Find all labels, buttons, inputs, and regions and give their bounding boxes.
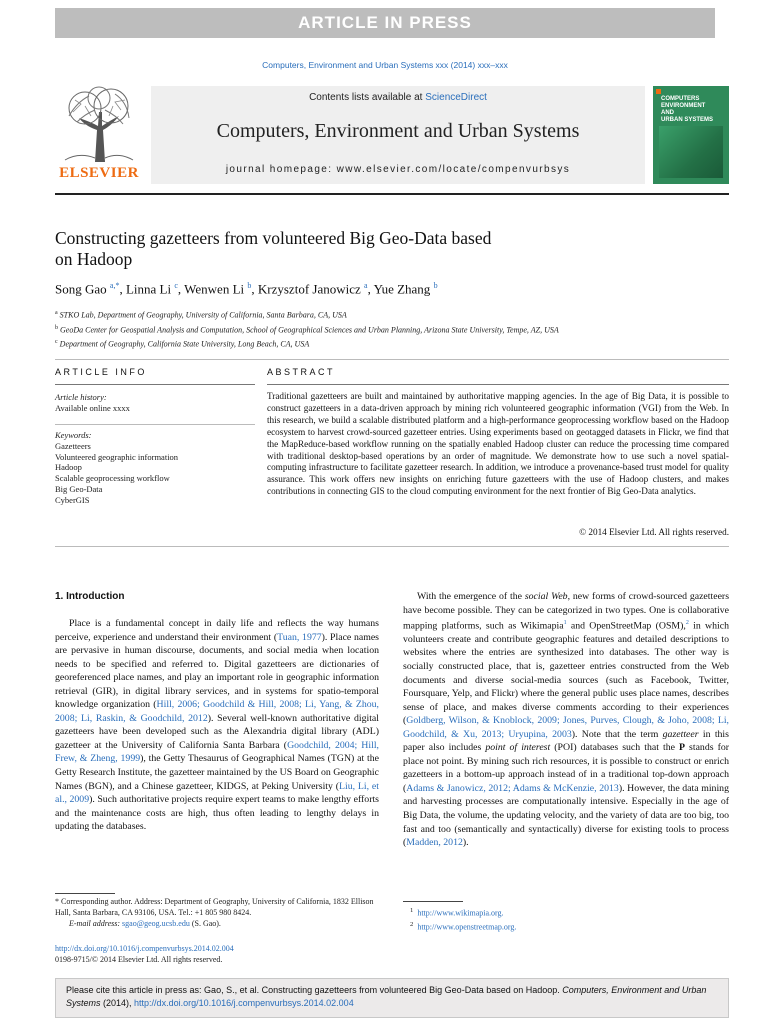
citation-journal: Computers, Environment and Urban Systems [66, 985, 707, 1008]
journal-reference[interactable]: Computers, Environment and Urban Systems xxx (2014) xxx–xxx [262, 60, 508, 70]
bold-text: P [679, 742, 685, 754]
author-affil-mark[interactable]: c [174, 281, 178, 290]
article-history [55, 392, 255, 414]
footnote-marker-link[interactable]: 1 [563, 620, 567, 627]
url-footnotes [410, 905, 516, 932]
citation-reference-link[interactable]: Liu, Li, et al., 2009 [55, 780, 379, 806]
emphasis-text: social Web [524, 591, 568, 602]
keyword-item: Gazetteers [55, 440, 91, 451]
abstract-bottom-rule [55, 546, 729, 547]
affiliation-mark: c [55, 339, 58, 346]
body-paragraph: With the emergence of the social Web, new forms of crowd-sourced gazetteers have become possible. They can be categorized in two types. One is collaborative mapping platforms, such as Wikimapia$^1$ and OpenStreetMap (OSM),$^2$ in which volunteers create and contribute geographic features and detailed descriptions to websites where the entries are synthesized into databases. The other way is socially constructed place, that is, gazetteer entries constructed from the Web documents and diverse social-media sources (such as Facebook, Twitter, Foursquare, Yelp, and Flickr) where the general public uses place names, describes sense of place, and makes diverse comments according to their experiences (Goldberg, Wilson, & Knoblock, 2009; Jones, Purves, Clough, & Joho, 2008; Li, Goodchild, & Xu, 2013; Uryupina, 2003). Note that the term gazetteer in this paper also includes point of interest (POI) databases such that the P stands for place not point. By mining such rich resources, it is possible to construct or enrich gazetteers in a bottom-up approach instead of in a traditional top-down approach (Adams & Janowicz, 2012; Adams & McKenzie, 2013). However, the data mining and harvesting processes are computationally intensive. Especially in the age of Big Data, the volume, the updating velocity, and the variety of data are too big, too fast and too (semantically and syntactically) diverse for existing tools to process (Madden, 2012). [403, 591, 730, 849]
paper-title-line2: on Hadoop [55, 249, 133, 269]
citation-box [55, 978, 729, 1018]
body-left-column [55, 617, 379, 834]
citation-reference-link[interactable]: Tuan, 1977 [277, 631, 322, 643]
journal-title: Computers, Environment and Urban Systems [216, 120, 580, 142]
cover-art [659, 126, 723, 178]
section-heading-introduction: 1. Introduction [55, 591, 125, 602]
author-name: Song Gao [55, 281, 107, 297]
corresponding-author-note [55, 896, 381, 929]
paper-title [55, 228, 615, 270]
cover-title-line: ENVIRONMENT [661, 103, 706, 109]
email-line [55, 918, 381, 929]
openstreetmap-link[interactable]: http://www.openstreetmap.org. [417, 922, 517, 932]
citation-reference-link[interactable]: Adams & Janowicz, 2012; Adams & McKenzie, 2013 [406, 782, 619, 794]
author-name: Krzysztof Janowicz [257, 281, 361, 297]
email-link[interactable]: sgao@geog.ucsb.edu [122, 919, 190, 928]
keyword-item: Scalable geoprocessing workflow [55, 473, 170, 484]
footnote-rule-left [55, 893, 115, 894]
footnote-2 [410, 919, 516, 933]
history-value: Available online xxxx [55, 402, 130, 413]
author-name: Yue Zhang [373, 281, 431, 297]
article-info-heading: ARTICLE INFO [55, 367, 147, 377]
author-name: Wenwen Li [184, 281, 245, 297]
history-label: Article history: [55, 392, 107, 402]
cover-logo-mark [656, 89, 661, 94]
author-list: Song Gao $^{a,*}$, Linna Li $^c$, Wenwen Li $^b$, Krzysztof Janowicz $^a$, Yue Zhang $^b$ [55, 281, 438, 297]
citation-reference-link[interactable]: Goodchild, 2004; Hill, Frew, & Zheng, 1999 [55, 739, 379, 765]
citation-reference-link[interactable]: Madden, 2012 [406, 837, 463, 849]
footnote-rule-right [403, 901, 463, 902]
footnote-number: 2 [410, 920, 414, 928]
keyword-item: CyberGIS [55, 494, 90, 505]
author-affil-mark[interactable]: a [364, 281, 368, 290]
contents-line [151, 92, 645, 103]
affiliation-text: GeoDa Center for Geospatial Analysis and Computation, School of Geographical Sciences and Urban Planning, Arizona State University, Tempe, AZ, USA [60, 325, 559, 335]
contents-prefix: Contents lists available at [309, 92, 426, 103]
corresponding-author-text: * Corresponding author. Address: Department of Geography, University of California, 1832 Ellison Hall, Santa Barbara, CA 93106, USA. Tel.: +1 805 980 8424. [55, 897, 374, 917]
wikimapia-link[interactable]: http://www.wikimapia.org. [417, 908, 504, 918]
body-right-column [403, 590, 729, 850]
footnote-number: 1 [410, 907, 414, 914]
affiliation-item [55, 307, 559, 322]
affiliation-item [55, 336, 559, 351]
affiliation-mark: b [55, 324, 58, 331]
affiliation-text: Department of Geography, California State University, Long Beach, CA, USA [59, 339, 310, 349]
affiliation-mark: a [55, 310, 58, 316]
cover-title-line: URBAN SYSTEMS [661, 117, 714, 123]
emphasis-text: gazetteer [662, 728, 699, 740]
keywords-rule [55, 424, 255, 425]
body-paragraph: Place is a fundamental concept in daily life and reflects the way humans perceive, experience and understand their environment (Tuan, 1977). Place names are pervasive in human discourse, documents, and social media when location needs to be specified and referred to. Digital gazetteers are dictionaries of georeferenced place names, and play an important role in geographic information retrieval (GIR), in digital library services, and in systems for spatio-temporal knowledge organization (Hill, 2006; Goodchild & Hill, 2008; Li, Yang, & Zhou, 2008; Li, Raskin, & Goodchild, 2012). Several well-known authoritative digital gazetteers have been developed such as the Alexandria digital library (ADL) gazetteer at the University of California Santa Barbara (Goodchild, 2004; Hill, Frew, & Zheng, 1999), the Getty Thesaurus of Geographical Names (TGN) at the Getty Research Institute, the gazetteer maintained by the US Board on Geographic Names (BGN), and a Chinese gazetteer, KIDGS, at Peking University (Liu, Li, et al., 2009). Such authoritative projects require expert teams to make lengthy efforts and the maintenance costs are high, thus often leading to lengthy delays in updating the databases. [55, 618, 380, 833]
doi-link[interactable]: http://dx.doi.org/10.1016/j.compenvurbsys.2014.02.004 [55, 944, 234, 953]
elsevier-tree-logo [55, 86, 143, 184]
citation-year: (2014), [100, 998, 135, 1008]
article-in-press-banner: ARTICLE IN PRESS [55, 8, 715, 38]
affiliations [55, 307, 559, 351]
sciencedirect-link[interactable]: ScienceDirect [425, 92, 487, 103]
footnote-marker-link[interactable]: 2 [685, 620, 689, 627]
email-suffix: (S. Gao). [191, 919, 221, 928]
author-affil-mark[interactable]: b [433, 281, 438, 290]
publisher-name: ELSEVIER [59, 165, 139, 181]
abstract-copyright: © 2014 Elsevier Ltd. All rights reserved. [579, 527, 729, 537]
cover-title-line: AND [661, 110, 674, 116]
citation-reference-link[interactable]: Hill, 2006; Goodchild & Hill, 2008; Li, Yang, & Zhou, 2008; Li, Raskin, & Goodchild, 2012 [55, 699, 380, 724]
info-rule [55, 384, 255, 385]
cover-title-line: COMPUTERS [661, 96, 700, 102]
author-affil-mark[interactable]: b [247, 281, 252, 290]
abstract-rule [267, 384, 729, 385]
footnote-1 [410, 905, 516, 919]
abstract-text: Traditional gazetteers are built and maintained by authoritative mapping agencies. In the age of Big Data, it is possible to construct gazetteers in a data-driven approach by mining rich volunteered geographic information (VGI) from the Web. In this research, we build a scalable distributed platform and a high-performance geoprocessing workflow based on the Hadoop ecosystem to harvest crowd-sourced gazetteer entries. Using experiments based on geotagged datasets in Flickr, we find that the MapReduce-based workflow running on the spatially enabled Hadoop cluster can reduce the processing time compared with traditional desktop-based operations by an order of magnitude. We demonstrate how to use such a novel spatial-computing infrastructure to facilitate gazetteer research. In addition, we introduce a provenance-based trust model for quality assurance. This work offers new insights on enriching future gazetteers with the use of Hadoop clusters, and makes contributions in connecting GIS to the cloud computing environment for the next frontier of Big Geo-Data analytics. [267, 391, 729, 497]
journal-header-box [151, 86, 645, 184]
keyword-item: Hadoop [55, 462, 82, 473]
author-affil-mark[interactable]: a,* [109, 281, 120, 290]
issn-line: 0198-9715/© 2014 Elsevier Ltd. All rights reserved. [55, 955, 223, 964]
paper-title-line1: Constructing gazetteers from volunteered Big Geo-Data based [55, 228, 492, 248]
citation-prefix: Please cite this article in press as: Gao, S., et al. Constructing gazetteers from volunteered Big Geo-Data based on Hadoop. [66, 985, 563, 995]
keyword-item: Big Geo-Data [55, 483, 103, 494]
info-top-rule [55, 359, 729, 360]
doi-block [55, 943, 234, 965]
email-label: E-mail address: [69, 919, 121, 928]
keywords-block [55, 430, 255, 506]
header-rule [55, 193, 729, 195]
abstract-heading: ABSTRACT [267, 367, 336, 377]
author-name: Linna Li [125, 281, 172, 297]
keywords-label: Keywords: [55, 430, 92, 440]
affiliation-item [55, 322, 559, 337]
citation-doi-link[interactable]: http://dx.doi.org/10.1016/j.compenvurbsys.2014.02.004 [134, 998, 354, 1008]
keyword-item: Volunteered geographic information [55, 451, 179, 462]
tree-logo-icon [55, 86, 143, 164]
journal-masthead [55, 86, 729, 186]
cover-title [661, 96, 713, 124]
citation-reference-link[interactable]: Goldberg, Wilson, & Knoblock, 2009; Jones, Purves, Clough, & Joho, 2008; Li, Goodchild, & Xu, 2013; Uryupina, 2003 [403, 715, 729, 740]
emphasis-text: point of interest [485, 742, 551, 754]
affiliation-text: STKO Lab, Department of Geography, University of California, Santa Barbara, CA, USA [59, 310, 347, 320]
journal-cover-thumbnail [653, 86, 729, 184]
journal-homepage[interactable]: journal homepage: www.elsevier.com/locate/compenvurbsys [225, 164, 571, 175]
